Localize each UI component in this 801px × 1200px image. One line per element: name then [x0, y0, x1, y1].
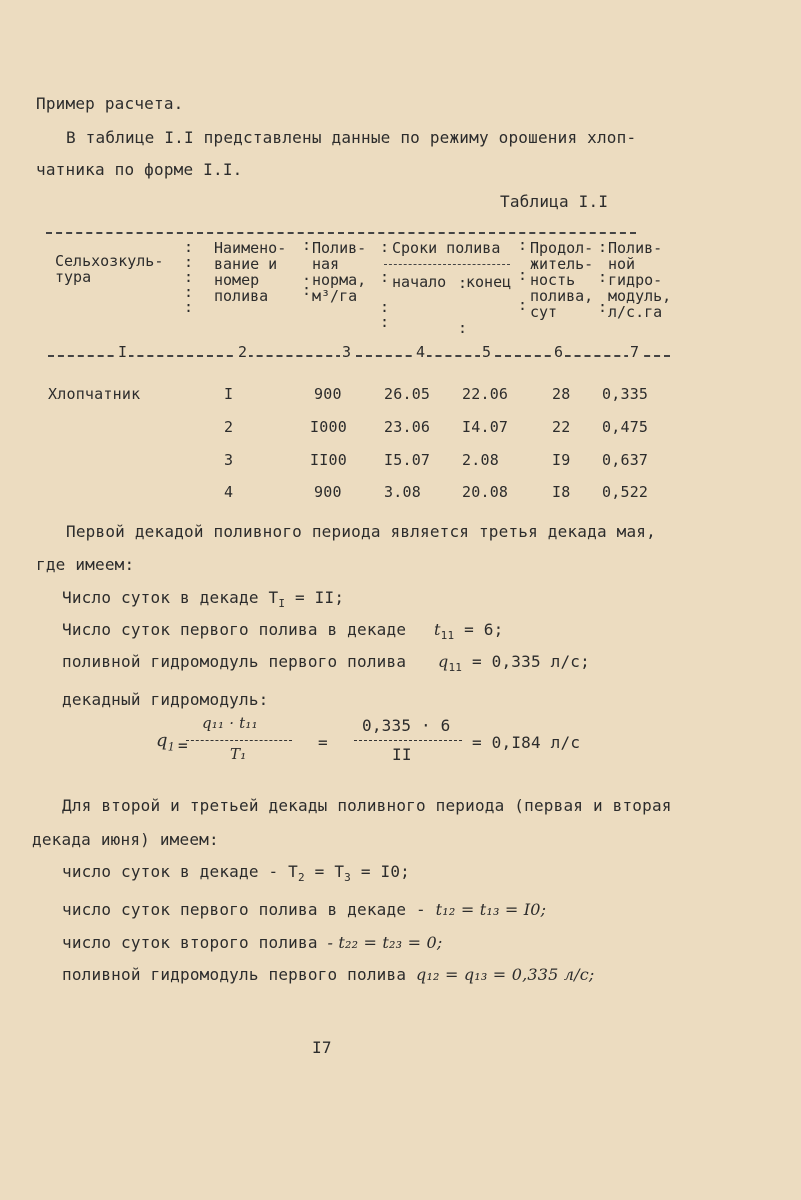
crop-name: Хлопчатник: [48, 385, 141, 403]
table-caption: Таблица I.I: [500, 192, 609, 211]
column-number: 4: [416, 343, 426, 361]
page-number: I7: [312, 1038, 332, 1057]
formula-result: = 0,I84 л/с: [472, 733, 581, 752]
days-in-decade-line: Число суток в декаде $T_I$ = II;: [62, 588, 345, 611]
header-duration: Продол- житель- ность полива, сут: [530, 239, 594, 321]
formula-equals: =: [318, 733, 328, 752]
formula-numerator: q₁₁ · t₁₁: [202, 714, 258, 732]
column-separator: : : :: [598, 238, 608, 316]
column-separator: : : : : :: [184, 238, 194, 316]
table-top-rule: [46, 232, 636, 234]
document-page: Пример расчета. В таблице I.I представлены данные по режиму орошения хлоп- чатника по форме I.I. Таблица I.I Сельхозкуль- тура Наимено- вание и номер полива Полив- ная норма, м³/га Сроки полива начало конец Продол- житель- ность полива, сут Полив- ной гидро- модуль, л/с.га : : : : : : . : : : : : : : : : : : : : I 2 3 4 5 6 7 Хлопчатник I 900 26.05 22.06 28 0,335 2 I000 23.06 I4.07 22 0,475 3 II00 I5.07 2.08 I9 0,637 4 900 3.08 20.08 I8 0,522 Первой декадой поливного периода является третья декада мая, где имеем: Число суток в декаде $T_I$ = II; Число суток первого полива в декаде $t_{11} = 6$; поливной гидромодуль первого полива $q_{11} = 0,335$ л/с; декадный гидромодуль: $q_1$ = q₁₁ · t₁₁ T₁ = 0,335 · 6 II = 0,I84 л/с Для второй и третьей декады поливного периода (первая и вторая декада июня) имеем: число суток в декаде - $T_2 = T_3 = I0$; число суток первого полива в декаде - t₁₂ = t₁₃ = I0; число суток второго полива - t₂₂ = t₂₃ = 0; поливной гидромодуль первого полива q₁₂ = q₁₃ = 0,335 л/с; I7: [32, 94, 672, 1057]
formula-denominator: T₁: [230, 745, 247, 763]
column-numbers-rule: [48, 355, 670, 357]
paragraph-2-line-1: Первой декадой поливного периода является третья декада мая,: [66, 522, 656, 541]
paragraph-1-line-2: чатника по форме I.I.: [36, 160, 243, 179]
fraction-bar: [186, 740, 292, 741]
header-crop: Сельхозкуль- тура: [55, 252, 164, 286]
column-number: 6: [554, 343, 564, 361]
formula-numerator-values: 0,335 · 6: [362, 716, 451, 735]
first-irrigation-days-2-line: число суток первого полива в декаде - t₁₂ = t₁₃ = I0;: [62, 900, 547, 919]
column-number: 5: [482, 343, 492, 361]
column-number: I: [118, 343, 128, 361]
header-irrigation-dates: Сроки полива: [392, 239, 501, 257]
header-irrigation-norm: Полив- ная норма, м³/га: [312, 239, 367, 305]
header-hydromodule: Полив- ной гидро- модуль, л/с.га: [608, 239, 672, 321]
days-in-decade-2-line: число суток в декаде - $T_2 = T_3 = I0$;: [62, 862, 410, 885]
paragraph-1-line-1: В таблице I.I представлены данные по режиму орошения хлоп-: [66, 128, 637, 147]
formula-lhs: $q_1$: [156, 730, 175, 754]
paragraph-3-line-2: декада июня) имеем:: [32, 830, 219, 849]
column-separator: : . :: [302, 236, 312, 299]
header-end: конец: [466, 273, 512, 291]
header-start: начало: [392, 273, 447, 291]
column-number: 2: [238, 343, 248, 361]
column-number: 7: [630, 343, 640, 361]
column-separator: : : : :: [380, 238, 390, 331]
paragraph-3-line-1: Для второй и третьей декады поливного периода (первая и вторая: [62, 796, 672, 815]
column-separator: : : :: [518, 236, 528, 314]
hydromodule-line: поливной гидромодуль первого полива $q_{11} = 0,335$ л/с;: [62, 652, 590, 675]
dates-rule: [384, 264, 510, 265]
fraction-bar: [354, 740, 462, 741]
second-irrigation-days-line: число суток второго полива - t₂₂ = t₂₃ = 0;: [62, 933, 443, 952]
paragraph-2-line-2: где имеем:: [36, 555, 135, 574]
column-number: 3: [342, 343, 352, 361]
header-irrigation-name: Наимено- вание и номер полива: [214, 239, 287, 305]
decade-hydromodule-label: декадный гидромодуль:: [62, 690, 269, 709]
hydromodule-2-line: поливной гидромодуль первого полива q₁₂ = q₁₃ = 0,335 л/с;: [62, 965, 595, 984]
column-separator: : :: [458, 274, 468, 337]
first-irrigation-days-line: Число суток первого полива в декаде $t_{11} = 6$;: [62, 620, 504, 643]
formula-denominator-values: II: [392, 745, 412, 764]
heading: Пример расчета.: [36, 94, 184, 113]
